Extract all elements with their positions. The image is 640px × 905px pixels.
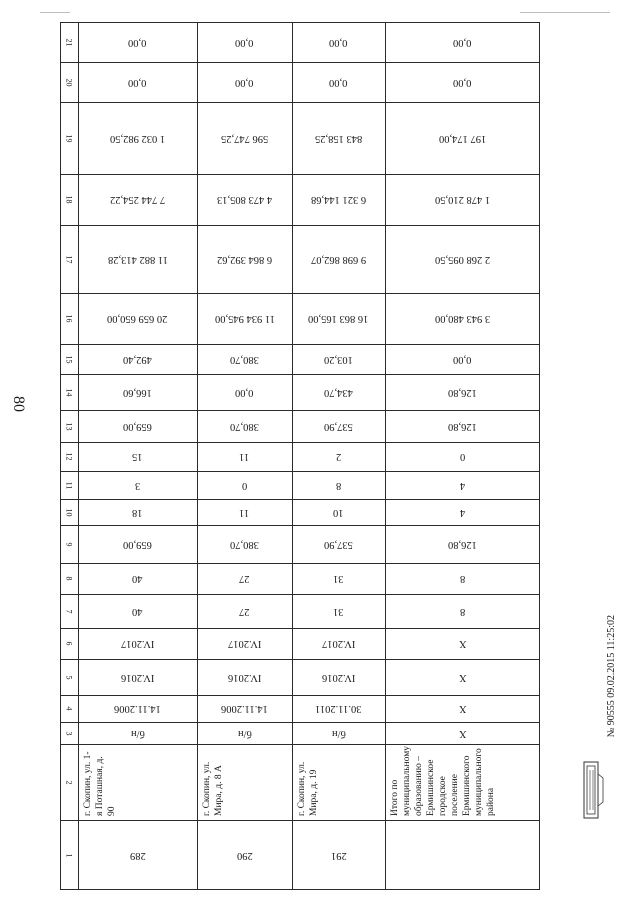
cell-col-17 — [197, 225, 292, 293]
cell-col-17 — [78, 225, 197, 293]
cell-col-9-text: 659,00 — [123, 538, 152, 550]
column-number-2-text: 2 — [64, 780, 74, 784]
column-number-17-text: 17 — [64, 255, 74, 263]
column-number-7-text: 7 — [64, 609, 74, 613]
footer-stamp: № 90555 09.02.2015 11:25:02 — [606, 615, 617, 738]
column-number-21 — [60, 22, 78, 62]
row-id — [197, 820, 292, 890]
cell-col-7 — [197, 594, 292, 628]
cell-col-9-text: 126,80 — [448, 538, 477, 550]
cell-col-13 — [292, 410, 385, 442]
cell-col-15 — [292, 344, 385, 374]
cell-col-12 — [78, 442, 197, 471]
cell-col-21 — [292, 22, 385, 62]
cell-col-4 — [197, 695, 292, 722]
column-number-9 — [60, 525, 78, 563]
cell-col-18 — [385, 174, 540, 225]
column-number-7 — [60, 594, 78, 628]
cell-col-13 — [197, 410, 292, 442]
cell-col-19-text: 1 032 982,50 — [109, 132, 166, 144]
cell-col-20-text: 0,00 — [235, 76, 254, 88]
cell-col-9 — [292, 525, 385, 563]
row-id — [78, 820, 197, 890]
cell-col-9 — [78, 525, 197, 563]
cell-col-12 — [292, 442, 385, 471]
page-number: 80 — [10, 396, 27, 412]
cell-col-5-text: IV.2016 — [227, 671, 262, 683]
row-id-text: 291 — [330, 849, 347, 861]
cell-col-14-text: 126,80 — [448, 386, 477, 398]
cell-col-15 — [197, 344, 292, 374]
data-table — [60, 22, 540, 890]
column-number-6 — [60, 628, 78, 659]
cell-col-18 — [78, 174, 197, 225]
row-id — [385, 820, 540, 890]
cell-col-12-text: 2 — [335, 451, 342, 462]
cell-col-14 — [78, 374, 197, 410]
column-number-19 — [60, 102, 78, 174]
cell-col-16 — [385, 293, 540, 344]
column-number-14 — [60, 374, 78, 410]
cell-col-20-text: 0,00 — [453, 76, 472, 88]
cell-col-21-text: 0,00 — [128, 36, 147, 48]
cell-col-6-text: IV.2017 — [120, 638, 155, 649]
cell-col-14-text: 0,00 — [235, 386, 254, 398]
cell-col-21-text: 0,00 — [329, 36, 348, 48]
cell-col-6 — [78, 628, 197, 659]
cell-col-14 — [197, 374, 292, 410]
column-number-5-text: 5 — [64, 675, 74, 679]
cell-col-5 — [78, 659, 197, 695]
cell-col-19 — [197, 102, 292, 174]
cell-col-4-text: 14.11.2006 — [114, 703, 161, 714]
cell-col-18-text: 4 473 805,13 — [216, 194, 273, 205]
cell-col-8 — [197, 563, 292, 594]
column-number-4-text: 4 — [64, 706, 74, 711]
column-number-13-text: 13 — [64, 422, 74, 430]
cell-col-3 — [197, 722, 292, 744]
cell-col-18-text: 7 744 254,22 — [109, 194, 166, 205]
cell-col-16-text: 16 863 165,00 — [308, 313, 369, 324]
cell-col-15-text: 380,70 — [230, 353, 259, 365]
cell-col-13-text: 380,70 — [230, 420, 259, 432]
cell-col-13 — [385, 410, 540, 442]
cell-col-20 — [197, 62, 292, 102]
cell-col-5 — [197, 659, 292, 695]
cell-col-12-text: 11 — [239, 451, 250, 462]
cell-col-10-text: 4 — [459, 506, 466, 518]
cell-col-3-text: б/н — [237, 727, 252, 739]
cell-col-15-text: 492,40 — [123, 353, 152, 365]
scan-mark — [520, 12, 610, 13]
column-number-12 — [60, 442, 78, 471]
cell-col-7-text: 40 — [132, 605, 143, 617]
cell-col-12 — [197, 442, 292, 471]
column-number-21-text: 21 — [64, 38, 74, 46]
cell-col-4 — [385, 695, 540, 722]
cell-col-7-text: 31 — [333, 605, 344, 617]
emblem-icon — [578, 760, 604, 820]
cell-col-18 — [197, 174, 292, 225]
cell-col-3 — [292, 722, 385, 744]
cell-col-16 — [78, 293, 197, 344]
cell-col-10 — [292, 499, 385, 525]
cell-col-13 — [78, 410, 197, 442]
column-number-17 — [60, 225, 78, 293]
cell-col-16-text: 20 659 650,00 — [107, 313, 168, 324]
cell-col-19 — [78, 102, 197, 174]
cell-col-3 — [385, 722, 540, 744]
column-number-11 — [60, 471, 78, 499]
table-hline — [60, 744, 540, 745]
cell-col-17-text: 9 698 862,07 — [310, 253, 367, 265]
cell-col-18-text: 1 478 210,50 — [434, 194, 491, 205]
cell-col-14-text: 166,60 — [123, 386, 152, 398]
cell-col-16-text: 11 934 945,00 — [214, 313, 275, 324]
cell-col-6 — [197, 628, 292, 659]
column-number-10-text: 10 — [64, 508, 74, 516]
cell-col-20 — [385, 62, 540, 102]
cell-col-5-text: X — [458, 671, 467, 683]
cell-col-18 — [292, 174, 385, 225]
cell-col-13-text: 659,00 — [123, 420, 152, 432]
cell-col-17-text: 6 864 392,62 — [216, 253, 273, 265]
column-number-15 — [60, 344, 78, 374]
cell-col-8 — [78, 563, 197, 594]
cell-col-20 — [292, 62, 385, 102]
cell-col-10 — [197, 499, 292, 525]
row-address: Итого по муниципальному образованию – Ермишинское городское поселение Ермишинского муниципального района — [390, 746, 496, 816]
cell-col-17 — [292, 225, 385, 293]
cell-col-11-text: 3 — [134, 479, 141, 491]
row-id — [292, 820, 385, 890]
column-number-8-text: 8 — [64, 576, 74, 581]
cell-col-8 — [385, 563, 540, 594]
column-number-9-text: 9 — [64, 542, 74, 546]
cell-col-13-text: 126,80 — [448, 420, 477, 432]
column-number-10 — [60, 499, 78, 525]
column-number-20 — [60, 62, 78, 102]
cell-col-8-text: 8 — [459, 573, 466, 584]
cell-col-15 — [385, 344, 540, 374]
column-number-11-text: 11 — [64, 481, 74, 489]
column-number-13 — [60, 410, 78, 442]
cell-col-11-text: 0 — [241, 479, 248, 491]
cell-col-17-text: 2 268 095,50 — [434, 253, 491, 265]
cell-col-14-text: 434,70 — [324, 386, 353, 398]
cell-col-10-text: 11 — [239, 506, 250, 518]
cell-col-3-text: X — [458, 727, 467, 739]
cell-col-11 — [385, 471, 540, 499]
cell-col-4-text: 14.11.2006 — [221, 703, 268, 714]
cell-col-9-text: 380,70 — [230, 538, 259, 550]
column-number-14-text: 14 — [64, 388, 74, 396]
cell-col-8-text: 40 — [132, 573, 143, 584]
cell-col-17-text: 11 882 413,28 — [107, 253, 168, 265]
column-number-20-text: 20 — [64, 78, 74, 86]
cell-col-12-text: 15 — [132, 451, 143, 462]
cell-col-11 — [197, 471, 292, 499]
cell-col-15 — [78, 344, 197, 374]
cell-col-8-text: 31 — [333, 573, 344, 584]
cell-col-7-text: 27 — [239, 605, 250, 617]
cell-col-3 — [78, 722, 197, 744]
cell-col-4-text: X — [458, 703, 467, 714]
column-number-19-text: 19 — [64, 134, 74, 142]
column-number-1 — [60, 820, 78, 890]
row-id-text: 290 — [236, 849, 253, 861]
cell-col-19 — [385, 102, 540, 174]
cell-col-11-text: 8 — [335, 479, 342, 491]
column-number-1-text: 1 — [64, 853, 74, 857]
cell-col-12 — [385, 442, 540, 471]
cell-col-3-text: б/н — [331, 727, 346, 739]
cell-col-21 — [197, 22, 292, 62]
cell-col-7 — [78, 594, 197, 628]
column-number-16-text: 16 — [64, 314, 74, 323]
cell-col-10-text: 10 — [333, 506, 344, 518]
column-number-4 — [60, 695, 78, 722]
cell-col-19-text: 596 747,25 — [220, 132, 269, 144]
cell-col-7-text: 8 — [459, 605, 466, 617]
cell-col-17 — [385, 225, 540, 293]
cell-col-5 — [292, 659, 385, 695]
column-number-5 — [60, 659, 78, 695]
cell-col-5-text: IV.2016 — [321, 671, 356, 683]
cell-col-21 — [78, 22, 197, 62]
column-number-2 — [60, 744, 78, 820]
cell-col-21 — [385, 22, 540, 62]
cell-col-14 — [292, 374, 385, 410]
cell-col-16 — [292, 293, 385, 344]
column-number-18-text: 18 — [64, 195, 74, 204]
cell-col-20-text: 0,00 — [329, 76, 348, 88]
cell-col-10 — [78, 499, 197, 525]
cell-col-9 — [385, 525, 540, 563]
row-address: г. Скопин, ул. Мира, д. 19 — [297, 761, 319, 816]
column-number-6-text: 6 — [64, 641, 74, 646]
cell-col-16-text: 3 943 480,00 — [434, 313, 491, 324]
cell-col-6-text: IV.2017 — [227, 638, 262, 649]
row-address: г. Скопин, ул. 1-я Поташная, д. 90 — [83, 751, 117, 816]
cell-col-7 — [385, 594, 540, 628]
cell-col-6-text: X — [458, 638, 467, 649]
cell-col-16 — [197, 293, 292, 344]
cell-col-7 — [292, 594, 385, 628]
cell-col-10-text: 18 — [132, 506, 143, 518]
cell-col-9 — [197, 525, 292, 563]
cell-col-6 — [385, 628, 540, 659]
cell-col-11-text: 4 — [459, 479, 466, 491]
cell-col-4 — [292, 695, 385, 722]
column-number-3-text: 3 — [64, 731, 74, 735]
cell-col-9-text: 537,90 — [324, 538, 353, 550]
cell-col-20-text: 0,00 — [128, 76, 147, 88]
column-number-16 — [60, 293, 78, 344]
cell-col-21-text: 0,00 — [453, 36, 472, 48]
cell-col-5 — [385, 659, 540, 695]
cell-col-6 — [292, 628, 385, 659]
cell-col-12-text: 0 — [459, 451, 466, 462]
row-address: г. Скопин, ул. Мира, д. 8 А — [202, 761, 224, 816]
cell-col-21-text: 0,00 — [235, 36, 254, 48]
cell-col-8 — [292, 563, 385, 594]
cell-col-8-text: 27 — [239, 573, 250, 584]
column-number-18 — [60, 174, 78, 225]
column-number-12-text: 12 — [64, 452, 74, 461]
scan-mark — [40, 12, 70, 13]
cell-col-6-text: IV.2017 — [321, 638, 356, 649]
cell-col-15-text: 103,20 — [324, 353, 353, 365]
cell-col-14 — [385, 374, 540, 410]
cell-col-5-text: IV.2016 — [120, 671, 155, 683]
cell-col-19 — [292, 102, 385, 174]
cell-col-4 — [78, 695, 197, 722]
cell-col-18-text: 6 321 144,68 — [310, 194, 367, 205]
column-number-8 — [60, 563, 78, 594]
cell-col-3-text: б/н — [130, 727, 145, 739]
cell-col-19-text: 197 174,00 — [438, 132, 487, 144]
column-number-3 — [60, 722, 78, 744]
cell-col-19-text: 843 158,25 — [314, 132, 363, 144]
cell-col-4-text: 30.11.2011 — [315, 703, 362, 714]
cell-col-13-text: 537,90 — [324, 420, 353, 432]
cell-col-10 — [385, 499, 540, 525]
column-number-15-text: 15 — [64, 355, 74, 363]
row-id-text: 289 — [129, 849, 146, 861]
cell-col-20 — [78, 62, 197, 102]
cell-col-15-text: 0,00 — [453, 353, 472, 365]
cell-col-11 — [78, 471, 197, 499]
cell-col-11 — [292, 471, 385, 499]
